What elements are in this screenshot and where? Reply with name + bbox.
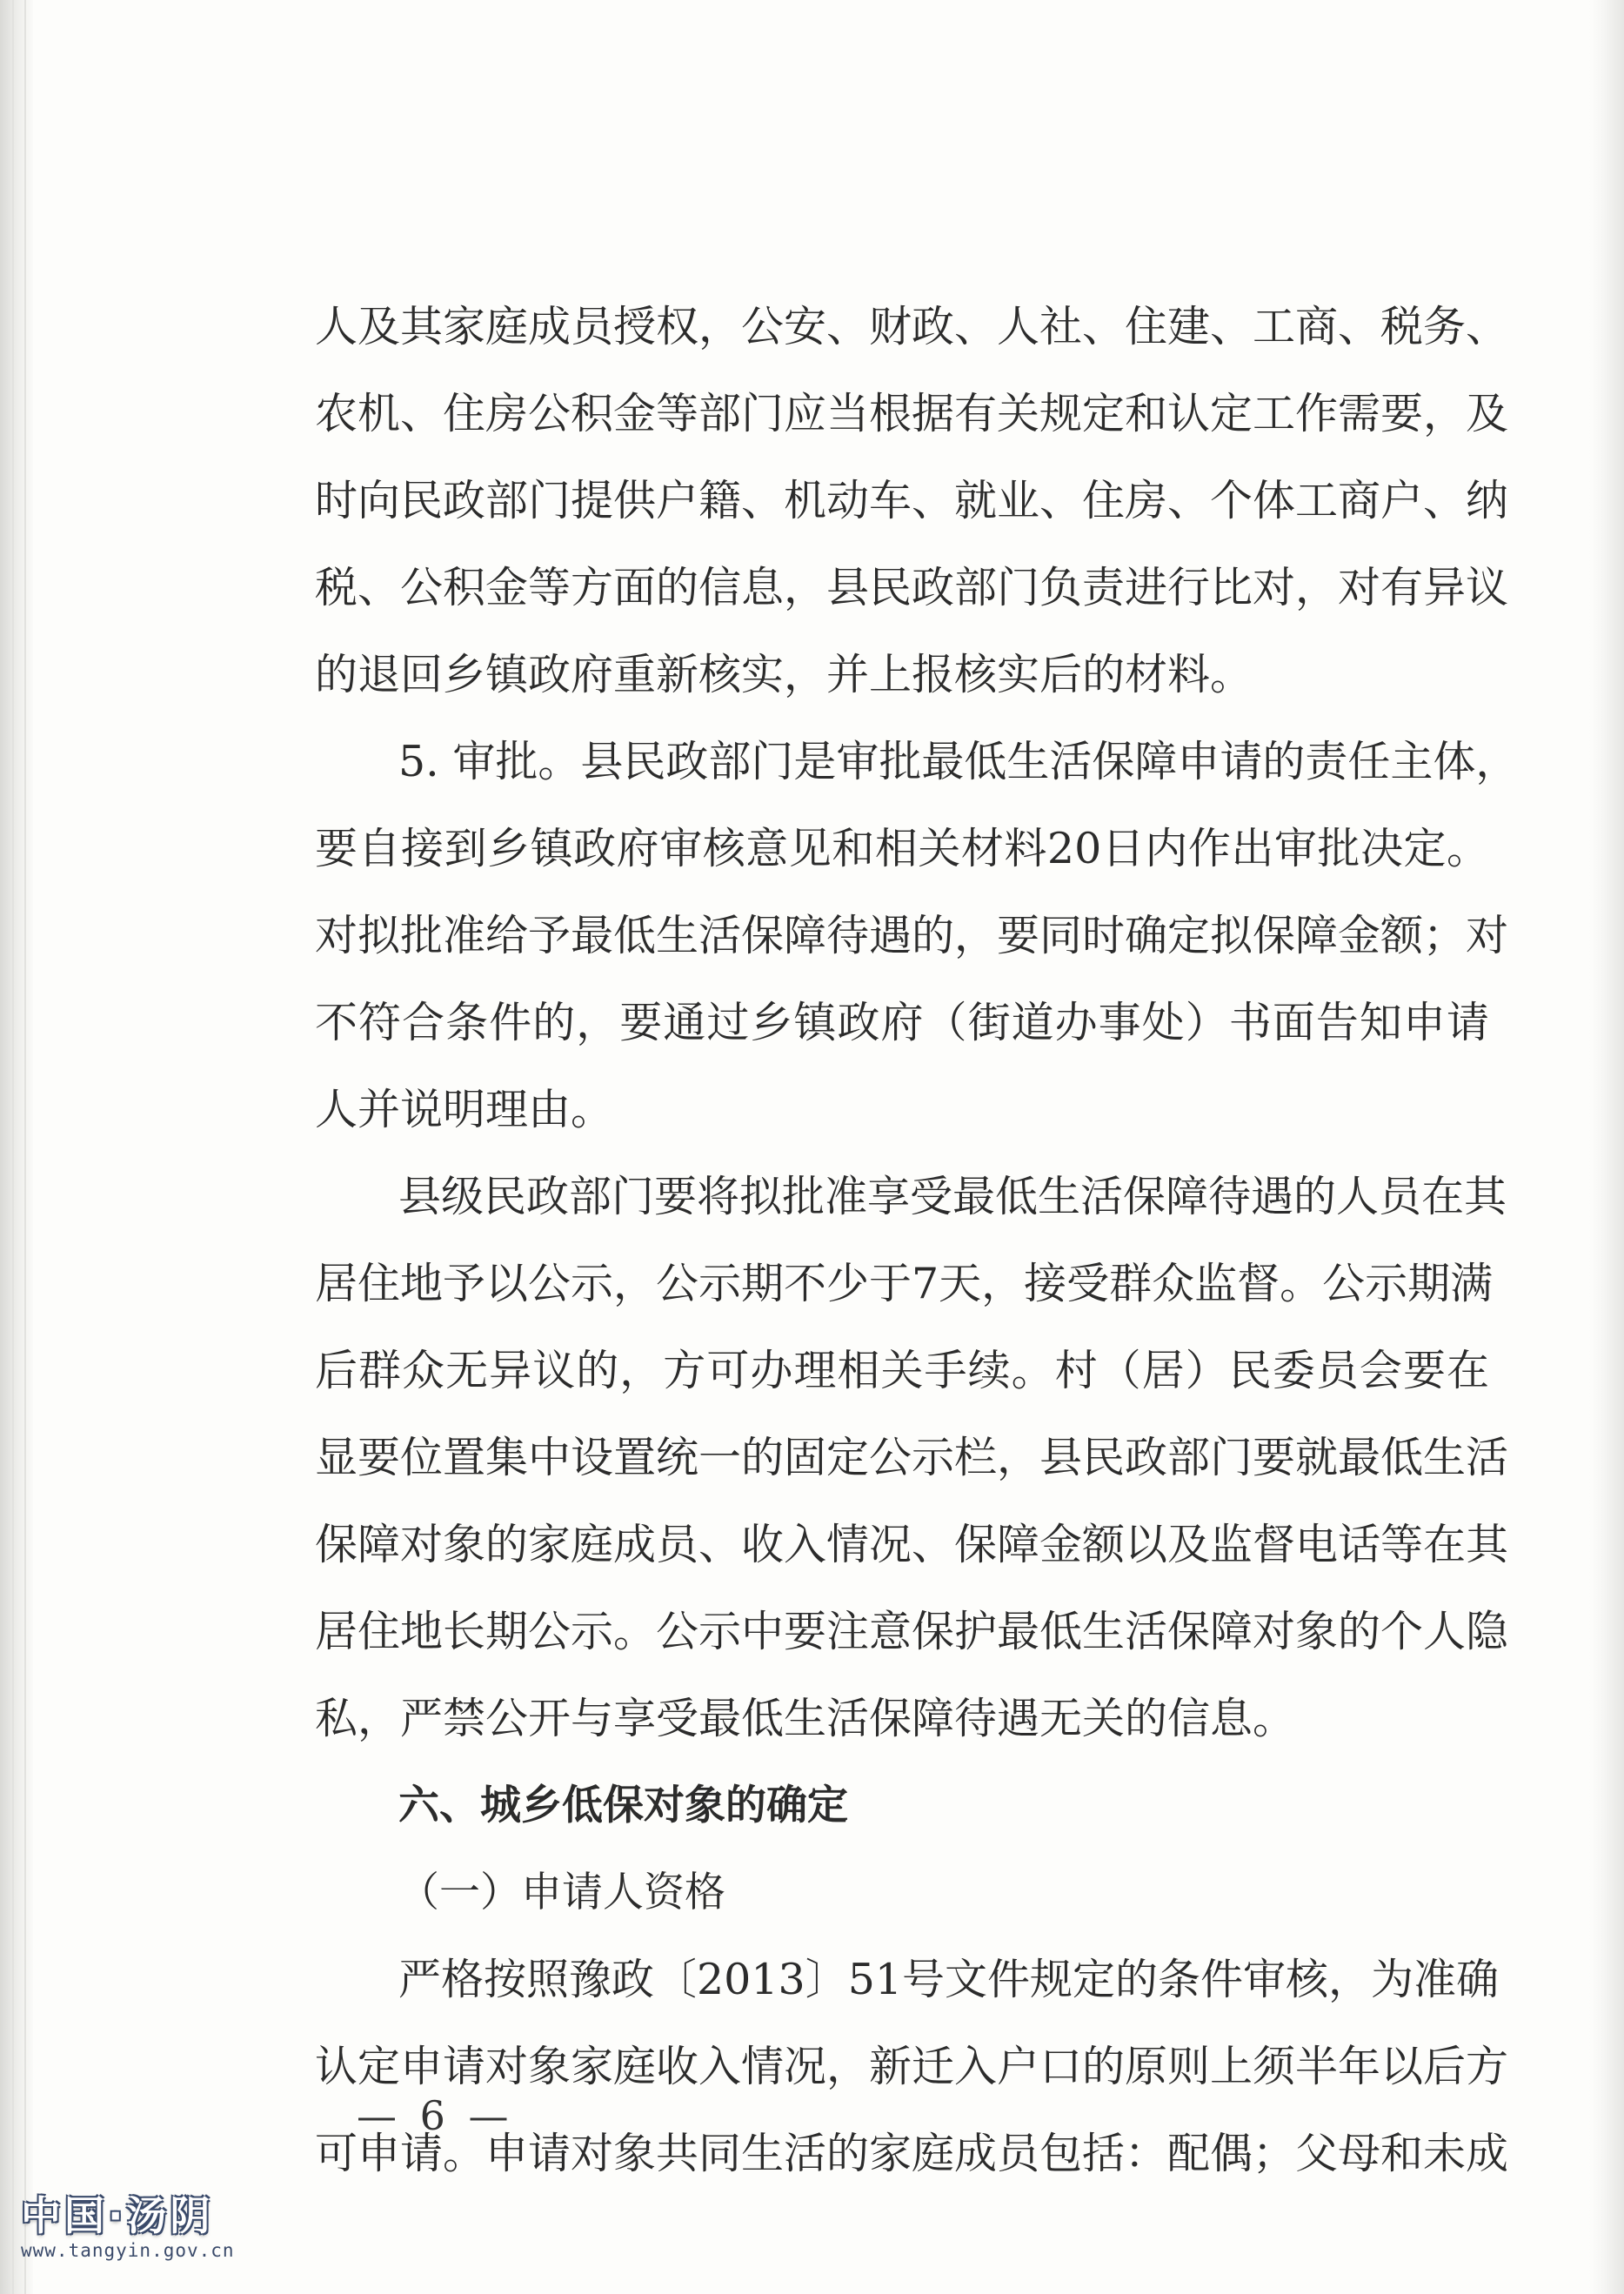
text-line: 对拟批准给予最低生活保障待遇的，要同时确定拟保障金额；对 bbox=[315, 911, 1509, 960]
text-line: 不符合条件的，要通过乡镇政府（街道办事处）书面告知申请 bbox=[315, 998, 1489, 1047]
text-line: 的退回乡镇政府重新核实，并上报核实后的材料。 bbox=[315, 650, 1253, 699]
text-line: 时向民政部门提供户籍、机动车、就业、住房、个体工商户、纳 bbox=[315, 476, 1509, 525]
watermark-url: www.tangyin.gov.cn bbox=[21, 2240, 235, 2261]
text-line: 居住地予以公示，公示期不少于7天，接受群众监督。公示期满 bbox=[315, 1259, 1494, 1308]
text-line: 税、公积金等方面的信息，县民政部门负责进行比对，对有异议 bbox=[315, 563, 1509, 612]
watermark-title: 中国·汤阴 bbox=[21, 2192, 214, 2239]
text-line: 可申请。申请对象共同生活的家庭成员包括：配偶；父母和未成 bbox=[315, 2129, 1509, 2178]
section-heading: 六、城乡低保对象的确定 bbox=[398, 1782, 848, 1829]
text-line: 人及其家庭成员授权，公安、财政、人社、住建、工商、税务、 bbox=[315, 302, 1509, 351]
text-line: 显要位置集中设置统一的固定公示栏，县民政部门要就最低生活 bbox=[315, 1433, 1509, 1482]
text-line: 后群众无异议的，方可办理相关手续。村（居）民委员会要在 bbox=[315, 1346, 1489, 1395]
text-line: 居住地长期公示。公示中要注意保护最低生活保障对象的个人隐 bbox=[315, 1607, 1509, 1656]
text-line: 要自接到乡镇政府审核意见和相关材料20日内作出审批决定。 bbox=[315, 824, 1489, 873]
right-edge-shadow bbox=[1589, 0, 1624, 2294]
text-line: 农机、住房公积金等部门应当根据有关规定和认定工作需要，及 bbox=[315, 389, 1509, 438]
subsection-heading: （一）申请人资格 bbox=[398, 1869, 725, 1916]
site-watermark bbox=[21, 2192, 264, 2262]
paragraph-start: 5. 审批。县民政部门是审批最低生活保障申请的责任主体， bbox=[398, 737, 1519, 786]
text-line: 保障对象的家庭成员、收入情况、保障金额以及监督电话等在其 bbox=[315, 1520, 1509, 1569]
binding-line bbox=[12, 0, 14, 2294]
text-line: 人并说明理由。 bbox=[315, 1085, 614, 1134]
paragraph-start: 严格按照豫政〔2013〕51号文件规定的条件审核，为准确 bbox=[398, 1955, 1500, 2004]
text-line: 私，严禁公开与享受最低生活保障待遇无关的信息。 bbox=[315, 1694, 1296, 1743]
binding-shadow bbox=[0, 0, 33, 2294]
paragraph-start: 县级民政部门要将拟批准享受最低生活保障待遇的人员在其 bbox=[398, 1172, 1507, 1221]
body-text bbox=[315, 284, 1519, 2197]
page-number: — 6 — bbox=[357, 2092, 514, 2139]
text-line: 认定申请对象家庭收入情况，新迁入户口的原则上须半年以后方 bbox=[315, 2042, 1509, 2091]
binding-line bbox=[24, 0, 26, 2294]
